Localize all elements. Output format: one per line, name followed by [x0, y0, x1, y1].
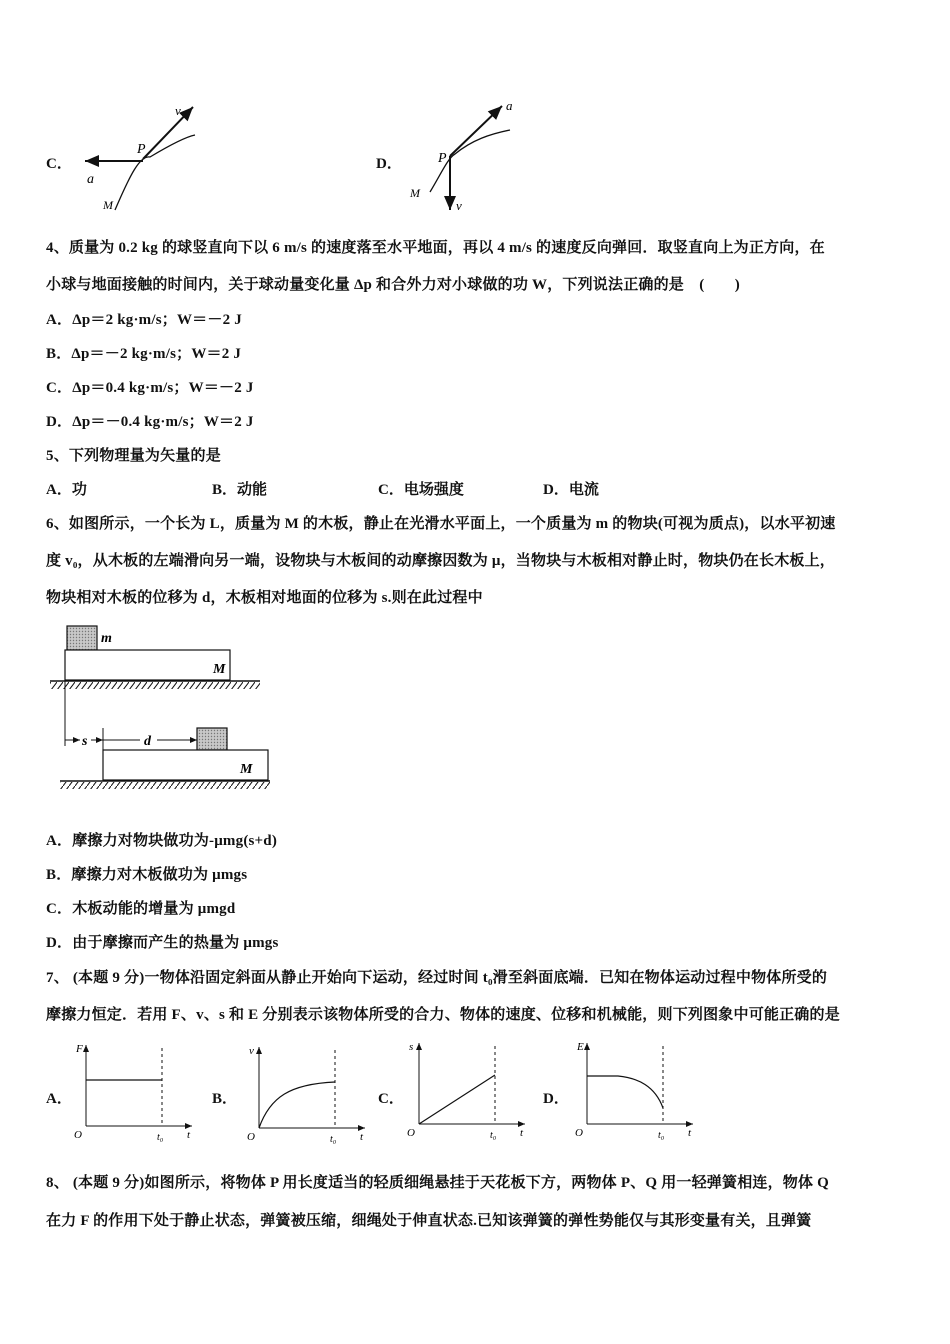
- q8-stem-line-2: 在力 F 的作用下处于静止状态，弹簧被压缩，细绳处于伸直状态.已知该弹簧的弹性势能仅与其形变量有关，且弹簧: [46, 1213, 812, 1229]
- q4-stem-line-2: 小球与地面接触的时间内，关于球动量变化量 Δp 和合外力对小球做的功 W，下列说法正确的是 ( ): [46, 277, 740, 293]
- q5-option-a[interactable]: A．功: [46, 482, 87, 498]
- fig-label-s: s: [82, 734, 88, 749]
- origin-label: O: [247, 1131, 255, 1143]
- tick-label-t0: t₀: [658, 1130, 665, 1141]
- axis-label-t: t: [520, 1127, 524, 1139]
- fig-label-big-m: M: [240, 762, 253, 777]
- block-m-final: [197, 728, 227, 750]
- graph-curve: [587, 1076, 663, 1108]
- origin-label: O: [575, 1127, 583, 1139]
- q3-figure-d: [400, 92, 540, 217]
- q7-option-a-label[interactable]: A．: [46, 1091, 72, 1107]
- fig-label-a: a: [87, 172, 94, 187]
- q4-option-b[interactable]: B．Δp＝－2 kg·m/s；W＝2 J: [46, 346, 242, 362]
- axis-label-y: s: [409, 1041, 414, 1053]
- fig-label-p: P: [137, 142, 146, 157]
- axis-label-t: t: [360, 1131, 364, 1143]
- q4-option-a[interactable]: A．Δp＝2 kg·m/s；W＝－2 J: [46, 312, 242, 328]
- tick-label-t0: t₀: [157, 1132, 164, 1143]
- q7-stem-line-1: 7、 (本题 9 分)一物体沿固定斜面从静止开始向下运动，经过时间 t₀滑至斜面底端．已知在物体运动过程中物体所受的: [46, 970, 828, 986]
- q7-graph-b: [245, 1042, 370, 1152]
- q5-option-b[interactable]: B．动能: [212, 482, 268, 498]
- graph-curve: [259, 1082, 335, 1128]
- graph-line: [419, 1075, 495, 1124]
- q7-graph-a: [72, 1040, 197, 1150]
- fig-label-m: M: [410, 186, 420, 200]
- q7-option-d-label[interactable]: D．: [543, 1091, 569, 1107]
- axis-label-t: t: [688, 1127, 692, 1139]
- fig-label-a: a: [506, 98, 513, 113]
- fig-label-big-m: M: [213, 662, 226, 677]
- q4-stem-line-1: 4、质量为 0.2 kg 的球竖直向下以 6 m/s 的速度落至水平地面，再以 4 m/s 的速度反向弹回．取竖直向上为正方向，在: [46, 240, 825, 256]
- origin-label: O: [407, 1127, 415, 1139]
- tick-label-t0: t₀: [490, 1130, 497, 1141]
- q6-option-a[interactable]: A．摩擦力对物块做功为-μmg(s+d): [46, 833, 278, 849]
- fig-label-d: d: [144, 734, 151, 749]
- q6-stem-line-3: 物块相对木板的位移为 d，木板相对地面的位移为 s.则在此过程中: [46, 590, 483, 606]
- q5-option-c[interactable]: C．电场强度: [378, 482, 464, 498]
- q6-board-figure: [45, 618, 280, 803]
- q8-stem-line-1: 8、 (本题 9 分)如图所示，将物体 P 用长度适当的轻质细绳悬挂于天花板下方，两物体 P、Q 用一轻弹簧相连，物体 Q: [46, 1175, 830, 1191]
- fig-label-p: P: [438, 151, 447, 166]
- axis-label-t: t: [187, 1129, 191, 1141]
- q7-option-c-label[interactable]: C．: [378, 1091, 404, 1107]
- tick-label-t0: t₀: [330, 1134, 337, 1145]
- q5-option-d[interactable]: D．电流: [543, 482, 599, 498]
- fig-label-v: v: [456, 198, 462, 213]
- board-initial: [65, 650, 230, 680]
- q3-figure-c: [75, 95, 215, 220]
- q3-option-d-label[interactable]: D．: [376, 156, 402, 172]
- q7-graph-c: [405, 1038, 530, 1148]
- q6-option-b[interactable]: B．摩擦力对木板做功为 μmgs: [46, 867, 248, 883]
- fig-label-m: m: [101, 631, 112, 646]
- origin-label: O: [74, 1129, 82, 1141]
- q6-stem-line-2: 度 v₀，从木板的左端滑向另一端，设物块与木板间的动摩擦因数为 μ，当物块与木板相对静止时，物块仍在长木板上，: [46, 553, 836, 569]
- q4-option-d[interactable]: D．Δp＝－0.4 kg·m/s；W＝2 J: [46, 414, 254, 430]
- q6-option-c[interactable]: C．木板动能的增量为 μmgd: [46, 901, 236, 917]
- axis-label-y: v: [249, 1045, 254, 1057]
- q4-option-c[interactable]: C．Δp＝0.4 kg·m/s；W＝－2 J: [46, 380, 254, 396]
- q6-stem-line-1: 6、如图所示，一个长为 L，质量为 M 的木板，静止在光滑水平面上，一个质量为 m 的物块(可视为质点)，以水平初速: [46, 516, 836, 532]
- fig-label-m: M: [103, 198, 113, 212]
- axis-label-y: E: [577, 1041, 584, 1053]
- q7-option-b-label[interactable]: B．: [212, 1091, 238, 1107]
- q6-option-d[interactable]: D．由于摩擦而产生的热量为 μmgs: [46, 935, 279, 951]
- q7-graph-d: [573, 1038, 698, 1148]
- axis-label-y: F: [76, 1043, 83, 1055]
- q7-stem-line-2: 摩擦力恒定．若用 F、v、s 和 E 分别表示该物体所受的合力、物体的速度、位移和机械能，则下列图象中可能正确的是: [46, 1007, 840, 1023]
- q5-stem: 5、下列物理量为矢量的是: [46, 448, 221, 464]
- fig-label-v: v: [175, 103, 181, 118]
- q3-option-c-label[interactable]: C．: [46, 156, 72, 172]
- block-m-initial: [67, 626, 97, 650]
